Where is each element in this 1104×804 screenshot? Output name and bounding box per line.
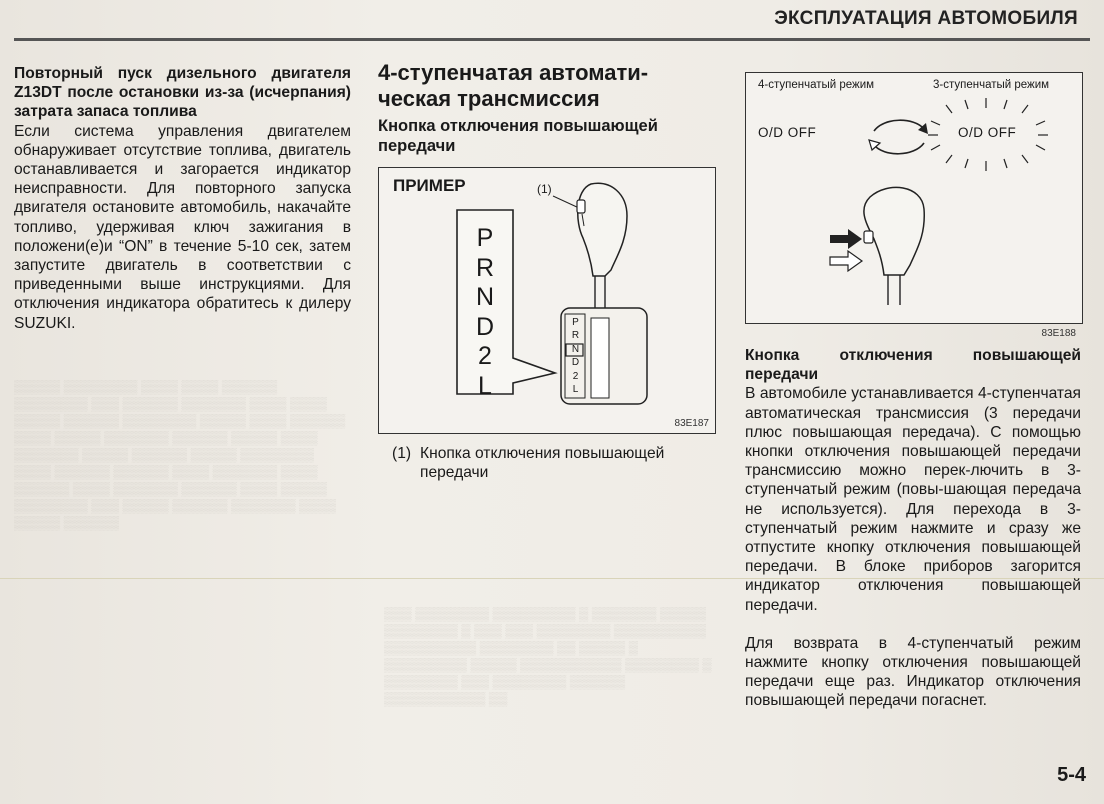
header-rule: [14, 38, 1090, 41]
gate-letter-d: D: [571, 357, 580, 369]
figure-gear-selector: [378, 167, 716, 434]
label-3-speed-mode: 3-ступенчатый режим: [933, 79, 1050, 91]
gear-letters-large: [465, 224, 505, 401]
paragraph-od-return: Для возврата в 4-ступенчатый режим нажмите кнопку отключения повышающей передачи еще раз. Индикатор отключения повышающей передачи погаснет.: [745, 634, 1081, 710]
gear-lever-drawing: [379, 168, 715, 433]
paragraph-gap: [745, 615, 1081, 634]
figure-example-label: ПРИМЕР: [393, 176, 466, 195]
gear-letter-2: 2: [478, 342, 492, 370]
column-right: [745, 346, 1081, 711]
show-through-middle: ▒▒▒ ▒▒▒▒▒▒▒▒ ▒▒▒▒▒▒▒▒▒ ▒ ▒▒▒▒▒▒▒ ▒▒▒▒▒ ▒▒▒▒▒▒▒▒ ▒ ▒▒▒ ▒▒▒ ▒▒▒▒▒▒▒▒ ▒▒▒▒▒▒▒▒▒▒ ▒▒▒▒▒▒▒▒▒▒ ▒▒▒▒▒▒▒▒ ▒▒ ▒▒▒▒▒ ▒ ▒▒▒▒▒▒▒▒▒ ▒▒▒▒▒ ▒▒▒▒▒▒▒▒▒▒▒ ▒▒▒▒▒▒▒▒ ▒ ▒▒▒▒▒▒▒▒ ▒▒▒ ▒▒▒▒▒▒▒▒ ▒▒▒▒▒▒ ▒▒▒▒▒▒▒▒▒▒▒ ▒▒: [384, 606, 712, 706]
figure-od-modes: [745, 72, 1083, 339]
subsection-title-od-button: Кнопка отключения повышающей передачи: [378, 117, 658, 155]
gear-letter-d: D: [475, 312, 495, 341]
gate-letter-2: 2: [572, 370, 579, 382]
page-header-title: ЭКСПЛУАТАЦИЯ АВТОМОБИЛЯ: [774, 8, 1078, 29]
section-title-line-2: ческая трансмиссия: [378, 86, 600, 111]
gate-letter-r: R: [571, 330, 580, 342]
show-through-left: ▒▒▒▒▒ ▒▒▒▒▒▒▒▒ ▒▒▒▒ ▒▒▒▒ ▒▒▒▒▒▒ ▒▒▒▒▒▒▒▒ ▒▒▒ ▒▒▒▒▒▒ ▒▒▒▒▒▒▒ ▒▒▒▒ ▒▒▒▒ ▒▒▒▒▒ ▒▒▒▒▒▒ ▒▒▒▒▒▒▒▒ ▒▒▒▒▒ ▒▒▒▒ ▒▒▒▒▒▒ ▒▒▒▒ ▒▒▒▒▒ ▒▒▒▒▒▒▒ ▒▒▒▒▒▒ ▒▒▒▒▒ ▒▒▒▒ ▒▒▒▒▒▒▒ ▒▒▒▒▒ ▒▒▒▒▒▒ ▒▒▒▒▒ ▒▒▒▒▒▒▒▒ ▒▒▒▒ ▒▒▒▒▒▒ ▒▒▒▒▒▒ ▒▒▒▒ ▒▒▒▒▒▒▒ ▒▒▒▒ ▒▒▒▒▒▒ ▒▒▒▒ ▒▒▒▒▒▒▒ ▒▒▒▒▒▒ ▒▒▒▒ ▒▒▒▒▒ ▒▒▒▒▒▒▒▒ ▒▒▒ ▒▒▒▒▒ ▒▒▒▒▒▒ ▒▒▒▒▒▒▒ ▒▒▒▒ ▒▒▒▒▒ ▒▒▒▒▒▒: [14, 379, 346, 530]
figure-callout-1: (1): [537, 182, 552, 196]
gate-letter-n: N: [571, 343, 580, 355]
gear-letter-n: N: [475, 283, 495, 311]
section-body-diesel-restart: Если система управления двигателем обнаруживает отсутствие топлива, двигатель останавливается и загорается индикатор неисправности. Для повторного запуска двигателя остановите автомобиль, накачайте топливо, удерживая ключ зажигания в положени(е)и “ON” в течение 5-10 сек, затем запустите двигатель в соответствии с приведенными выше инструкциями. Для отключения индикатора обратитесь к дилеру SUZUKI.: [14, 122, 351, 332]
section-title-line-1: 4-ступенчатая автомати-: [378, 60, 649, 85]
section-heading-od-button: [745, 346, 1081, 384]
page-number: 5-4: [1057, 764, 1086, 786]
indicator-glow-rays: [928, 98, 1048, 171]
od-off-indicator-unlit: O/D OFF: [758, 125, 817, 140]
paragraph-od-description: В автомобиле устанавливается 4-ступенчатая автоматическая трансмиссия (3 передачи плюс повышающая передача). С помощью кнопки отключения повышающей передачи трансмиссию можно перек-лючить в 3-ступенчатый режим (повы-шающая передача не используется). Для перехода в 3-ступенчатый режим нажмите и сразу же отпустите кнопку отключения повышающей передачи. В блоке приборов загорится индикатор отключения повышающей передачи.: [745, 385, 1081, 614]
label-4-speed-mode: 4-ступенчатый режим: [758, 79, 875, 91]
figure-code: 83E187: [674, 418, 709, 429]
gear-letter-r: R: [475, 253, 495, 282]
gear-letter-l: L: [478, 371, 492, 400]
caption-number: (1): [392, 445, 412, 462]
gate-letters-small: [567, 316, 584, 396]
figure-code-od: 83E188: [1041, 328, 1076, 339]
caption-text: Кнопка отключения повышающей передачи: [420, 445, 665, 482]
od-off-indicator-lit: O/D OFF: [958, 125, 1017, 140]
section-heading-od-button-text: Кнопка отключения повышающей передачи: [745, 347, 1081, 384]
gate-letter-p: P: [572, 317, 579, 328]
gear-letter-p: P: [476, 224, 494, 252]
gate-letter-l: L: [572, 384, 579, 396]
section-title-transmission: [378, 60, 714, 112]
section-heading-diesel-restart: Повторный пуск дизельного двигателя Z13DT после остановки из-за (исчерпания) затрата запаса топлива: [14, 65, 351, 121]
column-left: [14, 64, 351, 333]
od-mode-drawing: [746, 73, 1082, 323]
figure-caption: [392, 444, 714, 482]
